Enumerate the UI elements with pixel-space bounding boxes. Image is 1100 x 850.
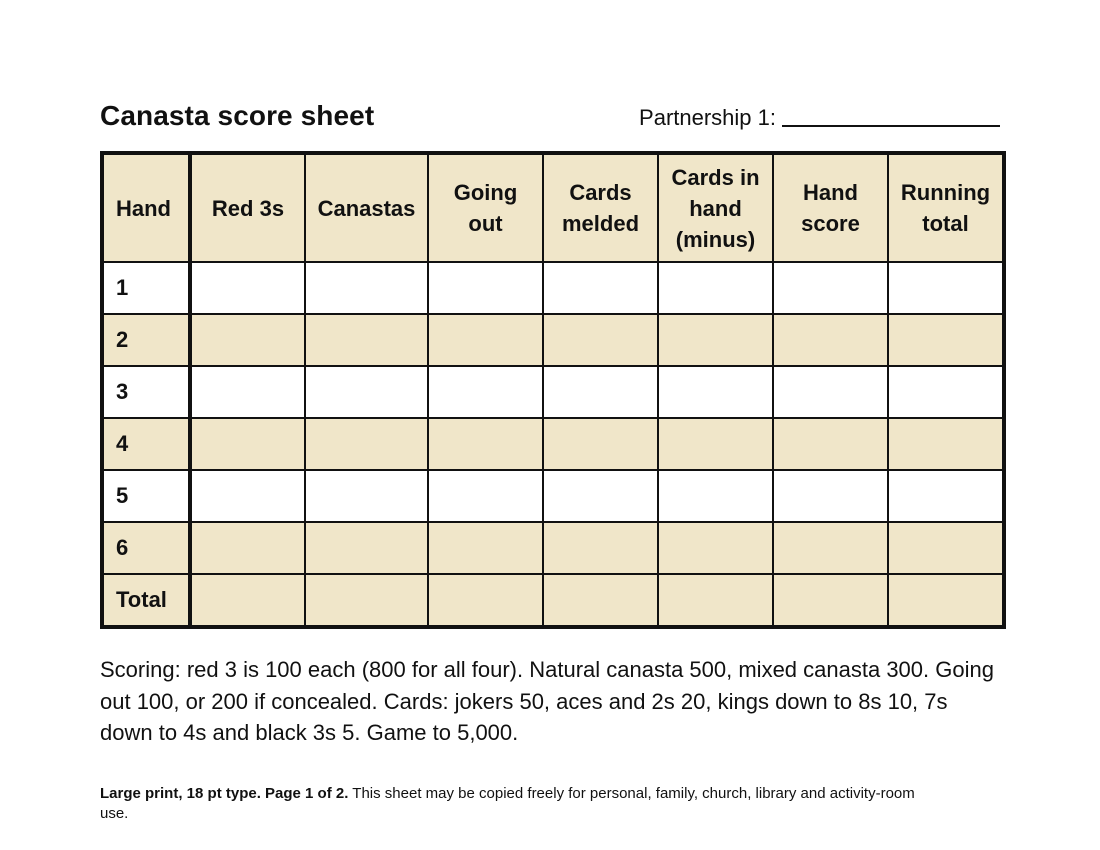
column-header-running-total: Running total bbox=[888, 153, 1004, 262]
partnership-field bbox=[639, 105, 1000, 131]
hand-number-cell: 2 bbox=[102, 314, 190, 366]
score-entry-cell[interactable] bbox=[543, 262, 658, 314]
score-entry-cell[interactable] bbox=[543, 522, 658, 574]
score-entry-cell[interactable] bbox=[428, 262, 543, 314]
score-entry-cell[interactable] bbox=[773, 574, 888, 627]
score-entry-cell[interactable] bbox=[888, 314, 1004, 366]
score-entry-cell[interactable] bbox=[658, 574, 773, 627]
score-entry-cell[interactable] bbox=[773, 262, 888, 314]
score-entry-cell[interactable] bbox=[190, 418, 305, 470]
score-entry-cell[interactable] bbox=[773, 470, 888, 522]
score-entry-cell[interactable] bbox=[190, 314, 305, 366]
score-entry-cell[interactable] bbox=[428, 470, 543, 522]
column-header-canastas: Canastas bbox=[305, 153, 428, 262]
total-row bbox=[102, 574, 1004, 627]
score-entry-cell[interactable] bbox=[305, 522, 428, 574]
table-row bbox=[102, 314, 1004, 366]
hand-number-cell: 5 bbox=[102, 470, 190, 522]
table-row bbox=[102, 366, 1004, 418]
score-entry-cell[interactable] bbox=[543, 366, 658, 418]
score-entry-cell[interactable] bbox=[190, 574, 305, 627]
sheet-header bbox=[100, 98, 1000, 140]
table-row bbox=[102, 470, 1004, 522]
score-entry-cell[interactable] bbox=[658, 262, 773, 314]
score-entry-cell[interactable] bbox=[773, 522, 888, 574]
score-entry-cell[interactable] bbox=[773, 366, 888, 418]
score-entry-cell[interactable] bbox=[658, 366, 773, 418]
partnership-label: Partnership 1: bbox=[639, 105, 776, 130]
score-entry-cell[interactable] bbox=[428, 522, 543, 574]
score-entry-cell[interactable] bbox=[888, 262, 1004, 314]
column-header-cards-melded: Cards melded bbox=[543, 153, 658, 262]
score-entry-cell[interactable] bbox=[888, 470, 1004, 522]
score-entry-cell[interactable] bbox=[773, 314, 888, 366]
score-entry-cell[interactable] bbox=[305, 470, 428, 522]
score-entry-cell[interactable] bbox=[888, 366, 1004, 418]
column-header-cards-in-hand: Cards in hand (minus) bbox=[658, 153, 773, 262]
footer-text: This sheet may be copied freely for personal, family, church, library and activity-room use. bbox=[100, 785, 915, 822]
column-header-hand-score: Hand score bbox=[773, 153, 888, 262]
score-entry-cell[interactable] bbox=[305, 366, 428, 418]
score-entry-cell[interactable] bbox=[658, 418, 773, 470]
column-header-red-3s: Red 3s bbox=[190, 153, 305, 262]
score-entry-cell[interactable] bbox=[888, 574, 1004, 627]
column-header-going-out: Going out bbox=[428, 153, 543, 262]
score-entry-cell[interactable] bbox=[190, 522, 305, 574]
table-header-row bbox=[102, 153, 1004, 262]
score-entry-cell[interactable] bbox=[888, 522, 1004, 574]
score-entry-cell[interactable] bbox=[428, 314, 543, 366]
footer-note bbox=[100, 784, 930, 824]
column-header-hand: Hand bbox=[102, 153, 190, 262]
score-sheet bbox=[100, 98, 1000, 612]
score-entry-cell[interactable] bbox=[305, 314, 428, 366]
score-entry-cell[interactable] bbox=[305, 262, 428, 314]
score-entry-cell[interactable] bbox=[773, 418, 888, 470]
partnership-blank-line bbox=[782, 107, 1000, 127]
score-entry-cell[interactable] bbox=[428, 366, 543, 418]
score-entry-cell[interactable] bbox=[305, 574, 428, 627]
score-table bbox=[100, 151, 1006, 629]
footer-bold-text: Large print, 18 pt type. Page 1 of 2. bbox=[100, 785, 349, 802]
score-entry-cell[interactable] bbox=[428, 574, 543, 627]
score-entry-cell[interactable] bbox=[543, 574, 658, 627]
hand-number-cell: 3 bbox=[102, 366, 190, 418]
score-entry-cell[interactable] bbox=[190, 470, 305, 522]
table-row bbox=[102, 262, 1004, 314]
score-entry-cell[interactable] bbox=[305, 418, 428, 470]
score-entry-cell[interactable] bbox=[543, 314, 658, 366]
score-entry-cell[interactable] bbox=[543, 470, 658, 522]
score-entry-cell[interactable] bbox=[190, 366, 305, 418]
page-title: Canasta score sheet bbox=[100, 100, 375, 131]
score-entry-cell[interactable] bbox=[543, 418, 658, 470]
hand-number-cell: 4 bbox=[102, 418, 190, 470]
hand-number-cell: Total bbox=[102, 574, 190, 627]
score-entry-cell[interactable] bbox=[658, 470, 773, 522]
score-entry-cell[interactable] bbox=[658, 522, 773, 574]
hand-number-cell: 6 bbox=[102, 522, 190, 574]
scoring-rules: Scoring: red 3 is 100 each (800 for all four). Natural canasta 500, mixed canasta 300. Going out 100, or 200 if concealed. Cards: jokers 50, aces and 2s 20, kings down to 8s 10, 7s down to 4s and black 3s 5. Game to 5,000. bbox=[100, 657, 994, 745]
score-entry-cell[interactable] bbox=[190, 262, 305, 314]
hand-number-cell: 1 bbox=[102, 262, 190, 314]
table-row bbox=[102, 418, 1004, 470]
score-entry-cell[interactable] bbox=[888, 418, 1004, 470]
table-row bbox=[102, 522, 1004, 574]
score-entry-cell[interactable] bbox=[428, 418, 543, 470]
score-entry-cell[interactable] bbox=[658, 314, 773, 366]
